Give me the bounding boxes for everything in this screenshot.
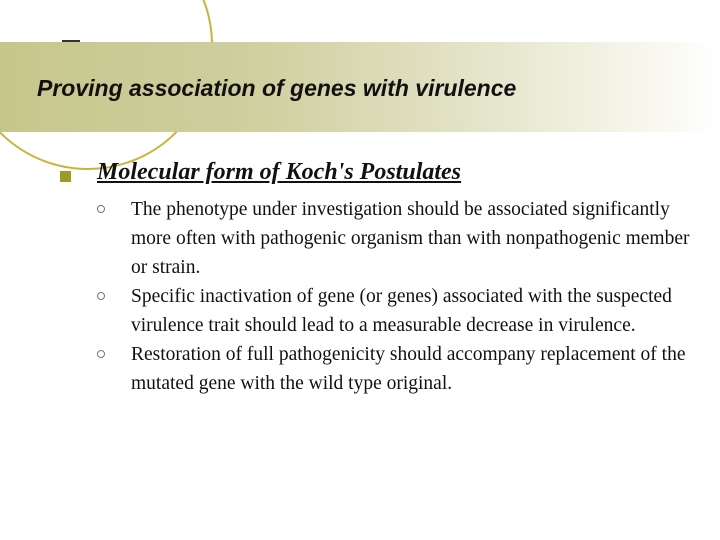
list-item	[94, 282, 694, 340]
list-item-text: Specific inactivation of gene (or genes) associated with the suspected virulence trait should lead to a measurable decrease in virulence.	[131, 286, 672, 336]
list-item-text: The phenotype under investigation should be associated significantly more often with pathogenic organism than with nonpathogenic member or strain.	[131, 199, 690, 278]
ring-bullet-icon	[97, 350, 105, 358]
list-item-text: Restoration of full pathogenicity should accompany replacement of the mutated gene with the wild type original.	[131, 344, 686, 394]
slide-title: Proving association of genes with virulence	[37, 75, 517, 101]
section-heading: Molecular form of Koch's Postulates	[97, 159, 462, 185]
postulates-list	[94, 195, 694, 398]
list-item	[94, 340, 694, 398]
square-bullet-icon	[60, 171, 71, 182]
list-item	[94, 195, 694, 282]
ring-bullet-icon	[97, 205, 105, 213]
ring-bullet-icon	[97, 292, 105, 300]
